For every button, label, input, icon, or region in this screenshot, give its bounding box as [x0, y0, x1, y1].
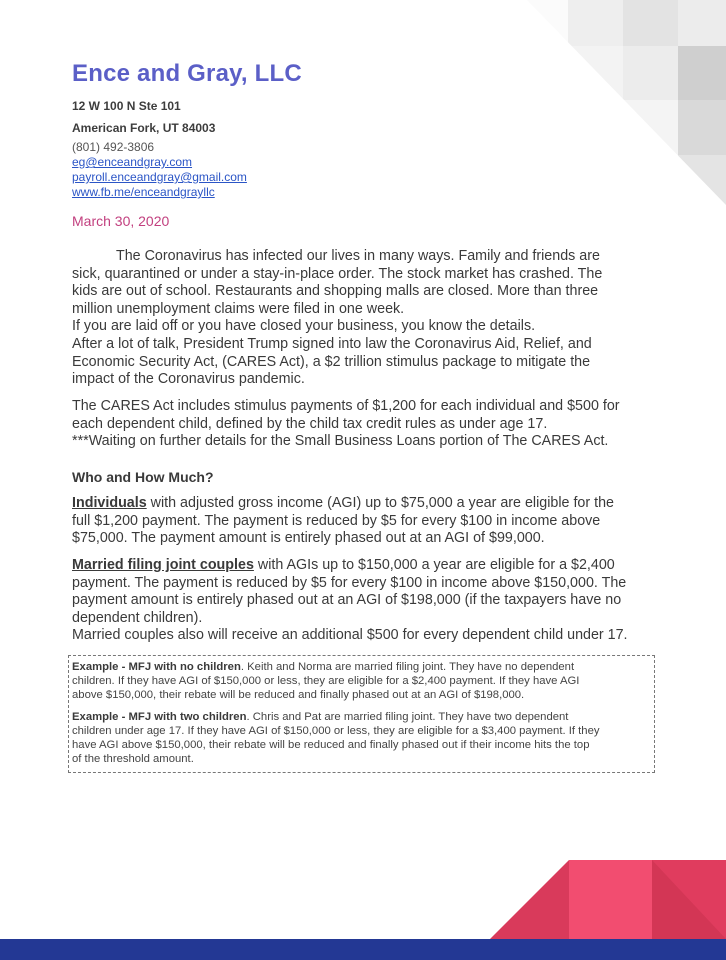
intro-line: kids are out of school. Restaurants and shopping malls are closed. More than three: [72, 283, 599, 300]
example-line: . Keith and Norma are married filing joint. They have no dependent: [240, 661, 575, 673]
company-name: Ence and Gray, LLC: [72, 60, 302, 87]
email-link[interactable]: eg@enceandgray.com: [72, 155, 193, 169]
married-line: payment amount is entirely phased out at an AGI of $198,000 (if the taxpayers have no: [72, 592, 622, 609]
footer-shadow-triangle: [652, 860, 726, 939]
individuals-paragraph: [72, 495, 642, 548]
intro-paragraph: [72, 248, 632, 389]
footer-red-block: [652, 860, 726, 939]
married-line: dependent children).: [72, 609, 203, 626]
married-line: with AGIs up to $150,000 a year are eligible for a $2,400: [253, 557, 615, 573]
intro-line: If you are laid off or you have closed your business, you know the details.: [72, 318, 536, 335]
married-paragraph: [72, 557, 652, 645]
contact-block: [72, 140, 247, 200]
letter-date: March 30, 2020: [72, 213, 170, 229]
section-heading: Who and How Much?: [72, 469, 214, 485]
intro-line: sick, quarantined or under a stay-in-place order. The stock market has crashed. The: [72, 265, 603, 282]
example-line: above $150,000, their rebate will be reduced and finally phased out at an AGI of $198,000.: [72, 689, 525, 702]
married-line: Married couples also will receive an additional $500 for every dependent child under 17.: [72, 627, 628, 644]
individuals-line: full $1,200 payment. The payment is reduced by $5 for every $100 in income above: [72, 512, 601, 529]
address-line-2: American Fork, UT 84003: [72, 121, 216, 135]
examples-box: [68, 655, 655, 773]
footer-pink-block: [569, 860, 652, 939]
individuals-lead: Individuals: [72, 495, 147, 511]
individuals-line: with adjusted gross income (AGI) up to $75,000 a year are eligible for the: [146, 495, 614, 511]
cares-line: each dependent child, defined by the child tax credit rules as under age 17.: [72, 415, 548, 432]
address-line-1: 12 W 100 N Ste 101: [72, 99, 181, 113]
example-line: children under age 17. If they have AGI of $150,000 or less, they are eligible for a $3,400 payment. If they: [72, 724, 600, 737]
cares-line: ***Waiting on further details for the Small Business Loans portion of The CARES Act.: [72, 433, 609, 450]
facebook-link[interactable]: www.fb.me/enceandgrayllc: [72, 185, 215, 199]
individuals-line: $75,000. The payment amount is entirely phased out at an AGI of $99,000.: [72, 530, 545, 547]
intro-line: million unemployment claims were filed in one week.: [72, 300, 405, 317]
example-line: children. If they have AGI of $150,000 or less, they are eligible for a $2,400 payment. If they have AGI: [72, 675, 580, 688]
footer-red-triangle: [490, 860, 569, 939]
phone-number: (801) 492-3806: [72, 140, 155, 154]
intro-line: impact of the Coronavirus pandemic.: [72, 371, 305, 388]
cares-summary-paragraph: [72, 398, 662, 451]
example-line: . Chris and Pat are married filing joint. They have two dependent: [246, 710, 569, 723]
example-two-children: [72, 710, 650, 767]
intro-line: After a lot of talk, President Trump signed into law the Coronavirus Aid, Relief, and: [72, 335, 592, 352]
payroll-email-link[interactable]: payroll.enceandgray@gmail.com: [72, 170, 247, 184]
example-line: have AGI above $150,000, their rebate will be reduced and finally phased out if their income hits the top: [72, 739, 590, 752]
cares-line: The CARES Act includes stimulus payments of $1,200 for each individual and $500 for: [72, 398, 620, 414]
intro-line: Economic Security Act, (CARES Act), a $2 trillion stimulus package to mitigate the: [72, 353, 591, 370]
intro-line: The Coronavirus has infected our lives in many ways. Family and friends are: [116, 248, 600, 264]
example-title: Example - MFJ with two children: [72, 710, 247, 723]
example-no-children: [72, 660, 650, 703]
decorative-footer-shapes: [0, 840, 726, 960]
married-line: payment. The payment is reduced by $5 for every $100 in income above $150,000. The: [72, 574, 627, 591]
example-line: of the threshold amount.: [72, 753, 194, 766]
example-title: Example - MFJ with no children: [72, 661, 241, 673]
footer-blue-band: [0, 939, 726, 960]
married-lead: Married filing joint couples: [72, 557, 254, 573]
